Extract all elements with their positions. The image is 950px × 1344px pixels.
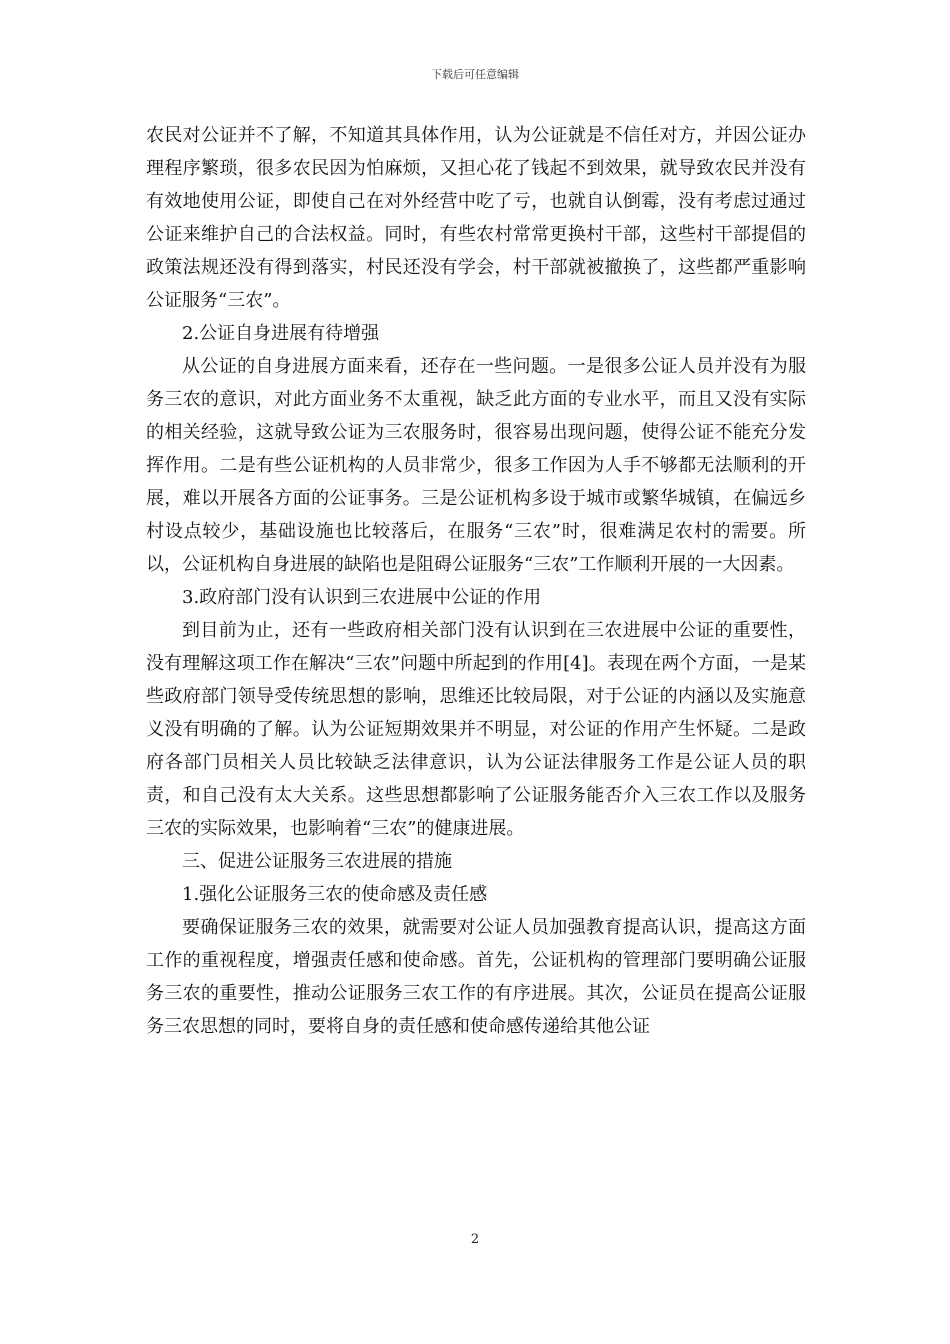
page-number: 2 <box>470 1232 480 1247</box>
section-heading: 1.强化公证服务三农的使命感及责任感 <box>182 884 488 905</box>
chapter-heading: 三、促进公证服务三农进展的措施 <box>182 851 452 872</box>
section-heading: 2.公证自身进展有待增强 <box>182 323 380 344</box>
paragraph: 到目前为止，还有一些政府相关部门没有认识到在三农进展中公证的重要性，没有理解这项工作在解决“三农”问题中所起到的作用[4]。表现在两个方面，一是某些政府部门领导受传统思想的影响，思维还比较局限，对于公证的内涵以及实施意义没有明确的了解。认为公证短期效果并不明显，对公证的作用产生怀疑。二是政府各部门员相关人员比较缺乏法律意识，认为公证法律服务工作是公证人员的职责，和自己没有太大关系。这些思想都影响了公证服务能否介入三农工作以及服务三农的实际效果，也影响着“三农”的健康进展。 <box>146 620 806 839</box>
paragraph: 农民对公证并不了解，不知道其具体作用，认为公证就是不信任对方，并因公证办理程序繁琐，很多农民因为怕麻烦，又担心花了钱起不到效果，就导致农民并没有有效地使用公证，即使自己在对外经营中吃了亏，也就自认倒霉，没有考虑过通过公证来维护自己的合法权益。同时，有些农村常常更换村干部，这些村干部提倡的政策法规还没有得到落实，村民还没有学会，村干部就被撤换了，这些都严重影响公证服务“三农”。 <box>146 125 806 311</box>
page-header: 下载后可任意编辑 <box>431 68 519 81</box>
section-heading: 3.政府部门没有认识到三农进展中公证的作用 <box>182 587 542 608</box>
paragraph: 从公证的自身进展方面来看，还存在一些问题。一是很多公证人员并没有为服务三农的意识，对此方面业务不太重视，缺乏此方面的专业水平，而且又没有实际的相关经验，这就导致公证为三农服务时，很容易出现问题，使得公证不能充分发挥作用。二是有些公证机构的人员非常少，很多工作因为人手不够都无法顺利的开展，难以开展各方面的公证事务。三是公证机构多设于城市或繁华城镇，在偏远乡村设点较少，基础设施也比较落后，在服务“三农”时，很难满足农村的需要。所以，公证机构自身进展的缺陷也是阻碍公证服务“三农”工作顺利开展的一大因素。 <box>146 356 806 575</box>
document-body <box>146 119 806 1043</box>
paragraph: 要确保证服务三农的效果，就需要对公证人员加强教育提高认识，提高这方面工作的重视程度，增强责任感和使命感。首先，公证机构的管理部门要明确公证服务三农的重要性，推动公证服务三农工作的有序进展。其次，公证员在提高公证服务三农思想的同时，要将自身的责任感和使命感传递给其他公证 <box>146 917 806 1037</box>
